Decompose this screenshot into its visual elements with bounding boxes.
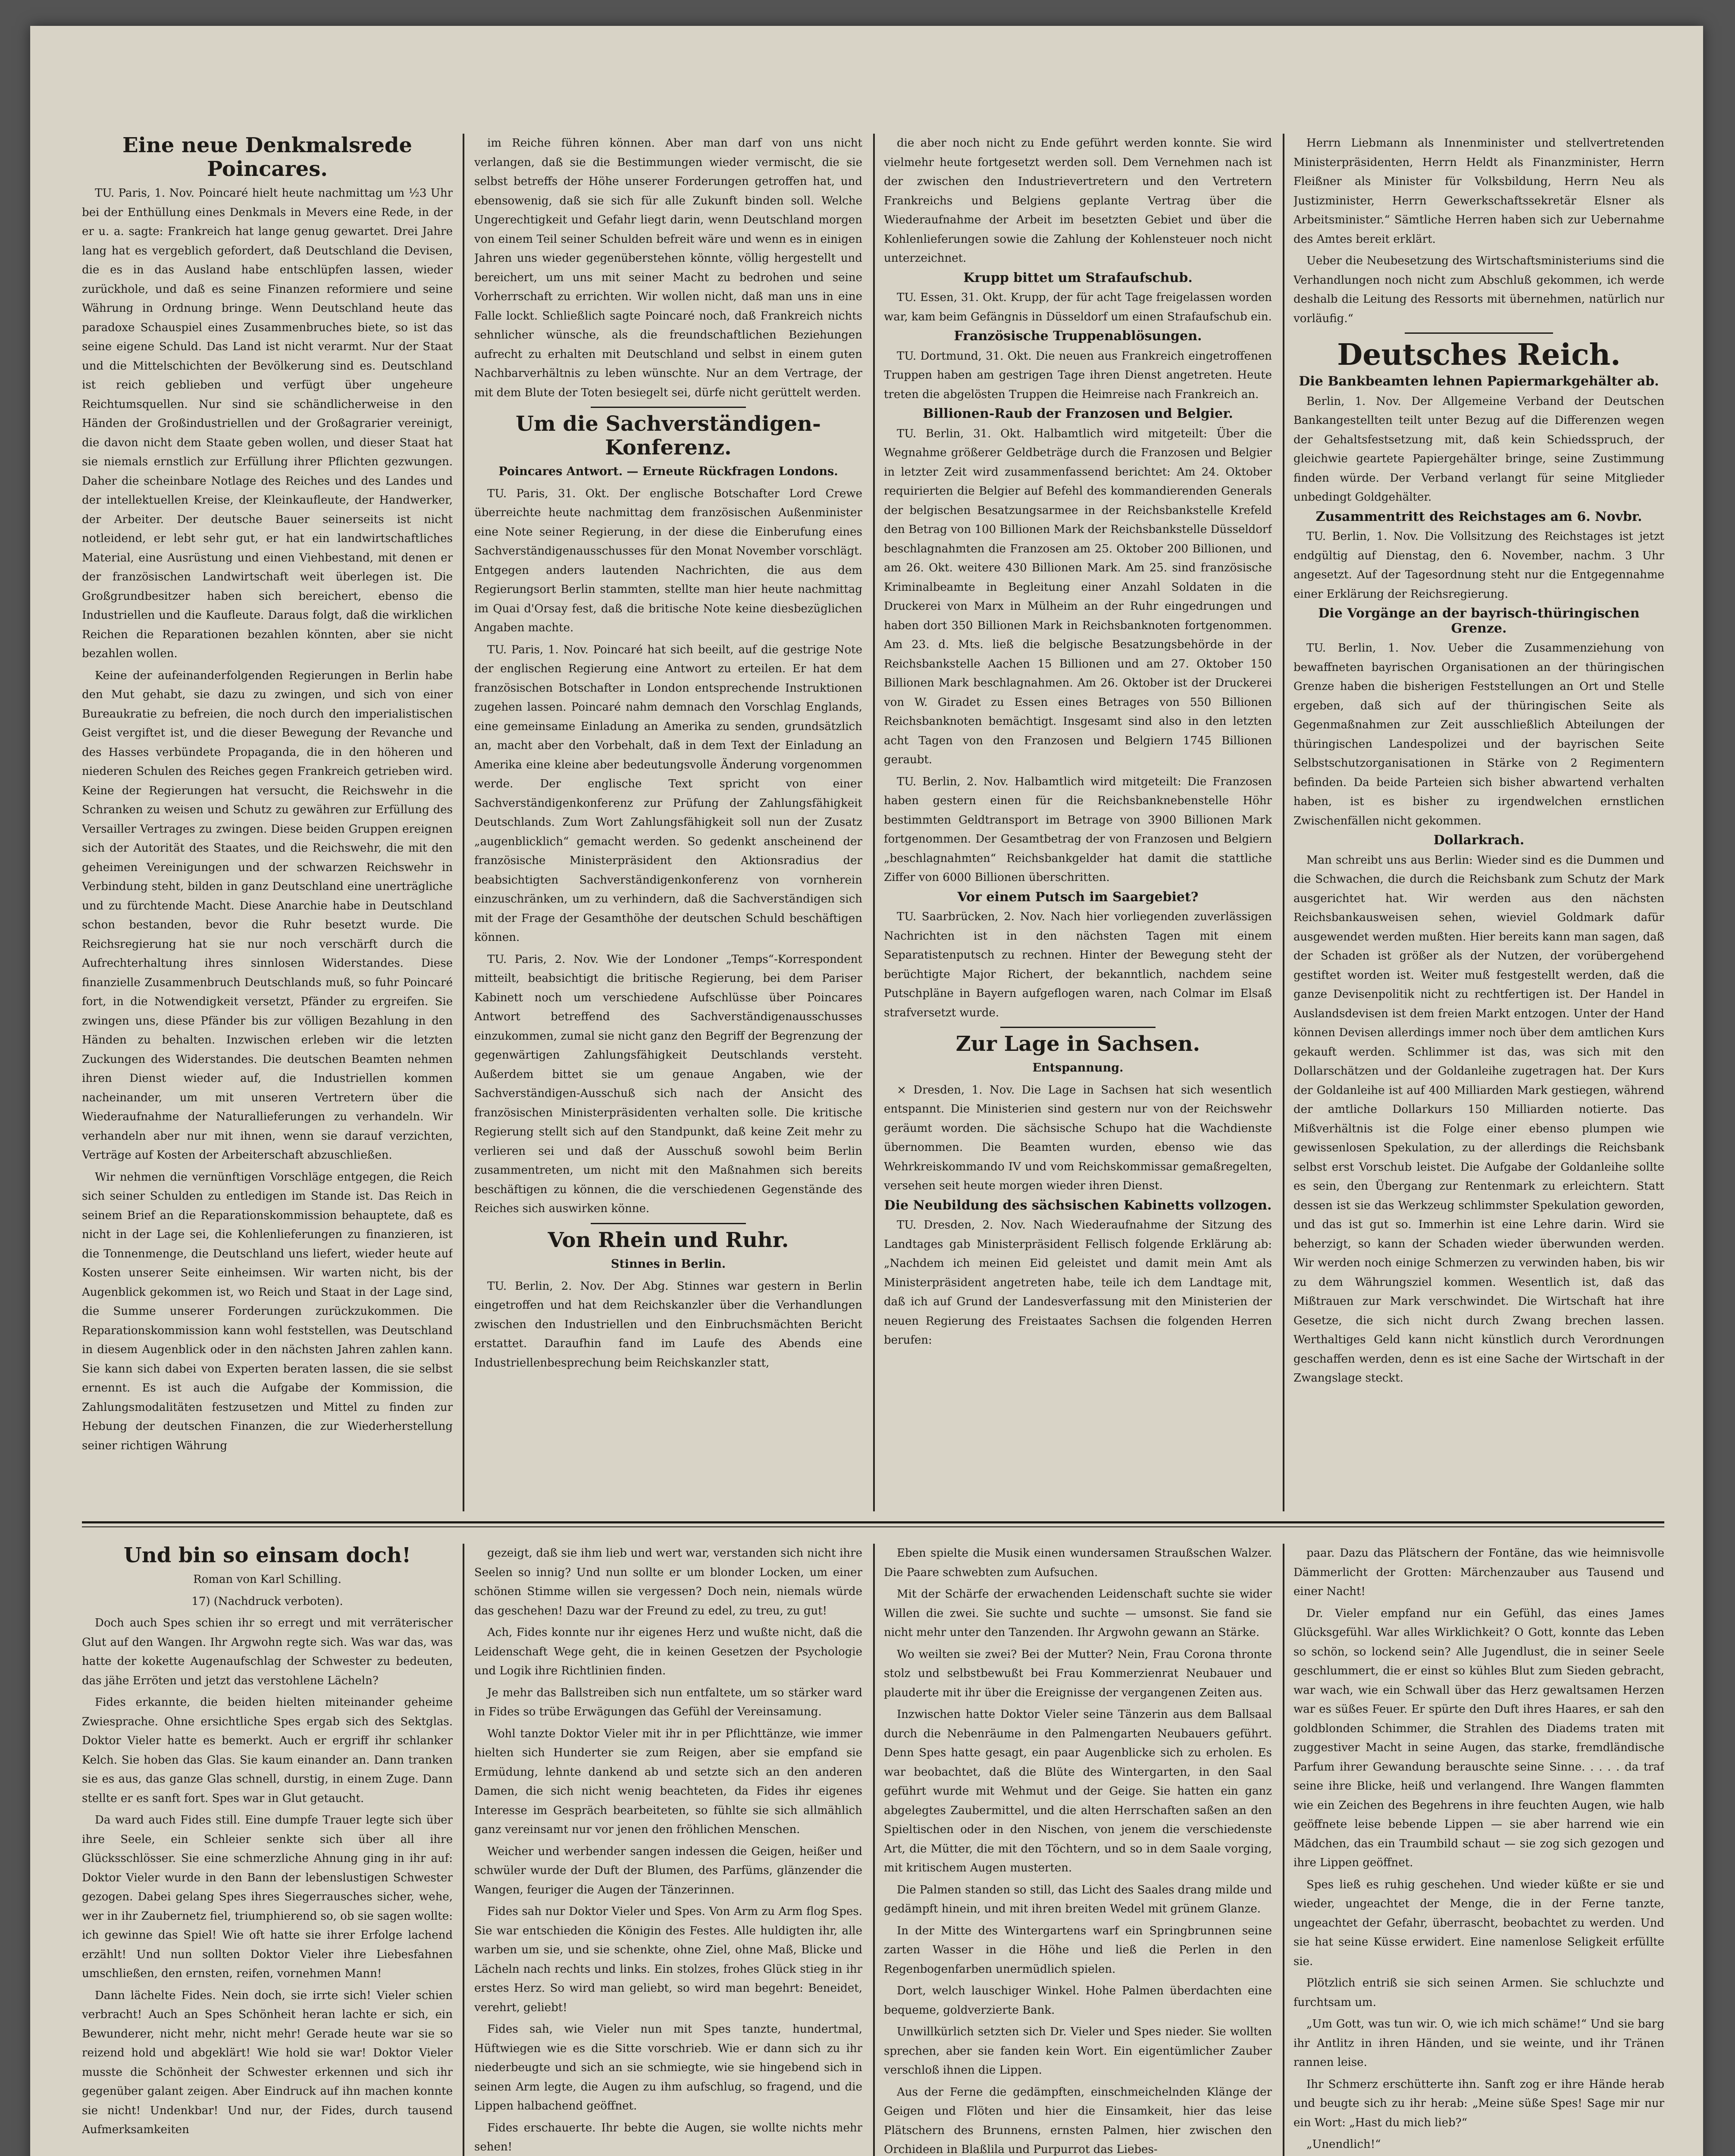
article-paragraph: Ueber die Neubesetzung des Wirtschaftsministeriums sind die Verhandlungen noch nicht zum Abschluß gekommen, ich werde deshalb die Leitung des Ressorts mit übernehmen, natürlich nur vorläufig.“: [1293, 254, 1664, 325]
newspaper-page: [30, 26, 1703, 2156]
section-separator: [591, 1223, 746, 1224]
article-paragraph: TU. Berlin, 31. Okt. Halbamtlich wird mitgeteilt: Über die Wegnahme größerer Geldbeträge durch die Franzosen und Belgier in letzter Zeit wird zusammenfassend berichtet: Am 24. Oktober requirierten die Belgier auf Befehl des kommandierenden Generals der belgischen Besatzungsarmee in der Reichsbankstelle Krefeld den Betrag von 100 Billionen Mark der Reichsbankstelle Düsseldorf beschlagnahmten die Franzosen am 25. Oktober 200 Billionen, und am 26. Okt. weitere 430 Billionen Mark. Am 25. sind französische Kriminalbeamte in Begleitung einer Anzahl Soldaten in die Druckerei von Marx in Mülheim an der Ruhr eingedrungen und haben dort 350 Billionen Mark in Reichsbanknoten fortgenommen. Am 23. d. Mts. ließ die belgische Besatzungsbehörde in der Reichsbankstelle Aachen 15 Billionen und am 27. Oktober 150 Billionen Mark beschlagnahmen. Am 26. Oktober ist der Druckerei von W. Giradet zu Essen eines Betrages von 550 Billionen Reichsbanknoten bemächtigt. Insgesamt sind also in den letzten acht Tagen von den Franzosen und Belgiern 1745 Billionen geraubt.: [884, 427, 1272, 766]
article-paragraph: Fides sah, wie Vieler nun mit Spes tanzte, hundertmal, Hüftwiegen wie es die Sitte vorschrieb. Wie er dann sich zu ihr niederbeugte und sich an sie schmiegte, wie sie hingebend sich in seinen Arm legte, die Augen zu ihm aufschlug, so fragend, und die Lippen halbachend geöffnet.: [474, 2023, 862, 2112]
article-paragraph: Je mehr das Ballstreiben sich nun entfaltete, um so stärker ward in Fides so trübe Erwägungen das Gefühl der Vereinsamung.: [474, 1686, 862, 1718]
article-headline: Billionen-Raub der Franzosen und Belgier.: [923, 406, 1233, 421]
article-paragraph: Herrn Liebmann als Innenminister und stellvertretenden Ministerpräsidenten, Herrn Heldt als Finanzminister, Herrn Fleißner als Minister für Volksbildung, Herrn Neu als Justizminister, Herrn Gewerkschaftssekretär Elsner als Arbeitsminister.“ Sämtliche Herren haben sich zur Uebernahme des Amtes bereit erklärt.: [1293, 137, 1664, 246]
article-paragraph: TU. Paris, 1. Nov. Poincaré hielt heute nachmittag um ½3 Uhr bei der Enthüllung eines Denkmals in Mevers eine Rede, in der er u. a. sagte: Frankreich hat lange genug gewartet. Drei Jahre lang hat es vergeblich gefordert, daß Deutschland die Devisen, die es in das Ausland habe entschlüpfen lassen, wieder zurückhole, und daß es seine Finanzen reformiere und seine Währung in Ordnung bringe. Wenn Deutschland heute das paradoxe Schauspiel eines Zusammenbruches biete, so ist das seine eigene Schuld. Das Land ist nicht verarmt. Nur der Staat und die Mittelschichten der Bevölkerung sind es. Deutschland ist reich geblieben und verfügt über ungeheure Reichtumsquellen. Nur sind sie schändlicherweise in den Händen der Großindustriellen und der Großagrarier vereinigt, die davon nicht dem Staate geben wollen, und dieser Staat hat sie niemals ernstlich zur Erfüllung ihrer Pflichten gezwungen. Daher die scheinbare Notlage des Reiches und des Landes und der intellektuellen Kreise, der Kleinkaufleute, der Handwerker, der Arbeiter. Der deutsche Bauer seinerseits ist nicht notleidend, er lebt sehr gut, er hat ein landwirtschaftliches Material, eine Ausrüstung und einen Viehbestand, mit denen er der französischen Landwirtschaft weit überlegen ist. Die Großgrundbesitzer haben sich bereichert, ebenso die Industriellen und die Kaufleute. Daraus folgt, daß die wirklichen Reichen die Reparationen bezahlen könnten, aber sie nicht bezahlen wollen.: [82, 187, 453, 661]
article-paragraph: Man schreibt uns aus Berlin: Wieder sind es die Dummen und die Schwachen, die durch die Reichsbank zum Schutz der Mark ausgerichtet hat. Wir werden aus den nächsten Reichsbankausweisen sehen, wieviel Goldmark dafür ausgewendet werden mußten. Hier bereits kann man sagen, daß der Schaden ist größer als der Nutzen, der vorübergehend gestiftet worden ist. Weiter muß festgestellt werden, daß die ganze Devisenpolitik nicht zu rechtfertigen ist. Der Handel in Auslandsdevisen ist dem freien Markt entzogen. Unter der Hand können Devisen allerdings immer noch über dem amtlichen Kurs gekauft werden. Schlimmer ist das, was sich mit den Dollarschätzen und der Goldanleihe zugetragen hat. Der Kurs der Goldanleihe ist auf 400 Milliarden Mark gestiegen, während der amtliche Dollarkurs 150 Milliarden notierte. Das Mißverhältnis ist die Folge einer ebenso plumpen wie gewissenlosen Spekulation, zu der allerdings die Reichsbank selbst erst Vorschub leistet. Die Aufgabe der Goldanleihe sollte es sein, den Übergang zur Rentenmark zu erleichtern. Statt dessen ist sie das Werkzeug schlimmster Spekulation geworden, und das ist gut so. Immerhin ist eine Lehre darin. Wird sie beherzigt, so kann der Schaden wieder überwunden werden. Wir werden noch einige Schmerzen zu verwinden haben, bis wir zu dem Währungsziel kommen. Wesentlich ist, daß das Mißtrauen zur Mark verschwindet. Die Wirtschaft hat ihre Gesetze, die sich nicht durch Zwang brechen lassen. Werthaltiges Geld kann nicht künstlich durch Verordnungen geschaffen werden, denn es ist eine Sache der Wirtschaft in der Zwangslage steckt.: [1293, 853, 1664, 1385]
article-paragraph: Fides erkannte, die beiden hielten miteinander geheime Zwiesprache. Ohne ersichtliche Spes ergab sich des Sektglas. Doktor Vieler hatte es bemerkt. Auch er ergriff ihr schlanker Kelch. Sie hoben das Glas. Sie kaum einander an. Dann tranken sie es aus, das ganze Glas schnell, durstig, in einem Zuge. Dann stellte er es sanft fort. Spes war in Glut getaucht.: [82, 1696, 453, 1805]
article-paragraph: „Um Gott, was tun wir. O, wie ich mich schäme!“ Und sie barg ihr Antlitz in ihren Händen, und sie weinte, und ihr Tränen rannen leise.: [1293, 2018, 1664, 2069]
article-paragraph: Doch auch Spes schien ihr so erregt und mit verräterischer Glut auf den Wangen. Ihr Argwohn regte sich. Was war das, was hatte der kokette Augenaufschlag der Schwester zu bedeuten, das jähe Erröten und jetzt das verstohlene Lächeln?: [82, 1617, 453, 1687]
article-paragraph: Spes ließ es ruhig geschehen. Und wieder küßte er sie und wieder, ungeachtet der Menge, die in der Ferne tanzte, ungeachtet der Gefahr, überrascht, beobachtet zu werden. Und sie hat seine Küsse erwidert. Eine namenlose Seligkeit erfüllte sie.: [1293, 1878, 1664, 1968]
article-headline: Zur Lage in Sachsen.: [955, 1032, 1200, 1056]
article-paragraph: Berlin, 1. Nov. Der Allgemeine Verband der Deutschen Bankangestellten teilt unter Bezug auf die Differenzen wegen der Gehaltsfestsetzung mit, daß kein Schiedsspruch, der gleichwie geartete Papiergehälter bringe, seine Zustimmung finden würde. Der Verband verlangt für seine Mitglieder unbedingt Goldgehälter.: [1293, 395, 1664, 504]
bottom-column-3: [884, 1544, 1272, 2156]
article-paragraph: Keine der aufeinanderfolgenden Regierungen in Berlin habe den Mut gehabt, sie dazu zu zwingen, und sich von einer Bureaukratie zu befreien, die noch durch den imperialistischen Geist vergiftet ist, und die dieser Bewegung der Revanche und des Hasses verbündete Propaganda, die in den höheren und niederen Schulen des Reiches gegen Frankreich getrieben wird. Keine der Regierungen hat versucht, die Reichswehr in die Schranken zu weisen und Schutz zu gewähren zur Erfüllung des Versailler Vertrages zu zwingen. Diese beiden Gruppen ereignen sich der Autorität des Staates, und die Reichswehr, die mit den geheimen Vereinigungen und der schwarzen Reichswehr in Verbindung steht, bilden in ganz Deutschland eine unerträgliche und zu fürchtende Macht. Diese Anarchie habe in Deutschland schon bestanden, bevor die Ruhr besetzt wurde. Die Reichsregierung hat sie nur noch verschärft durch die Aufrechterhaltung ihres sinnlosen Widerstandes. Diese finanzielle Zusammenbruch Deutschlands muß, so fuhr Poincaré fort, in die Notwendigkeit versetzt, Pfänder zu ergreifen. Sie zwingen uns, diese Pfänder bis zur völligen Bezahlung in den Händen zu behalten. Inzwischen erleben wir die letzten Zuckungen des Widerstandes. Die deutschen Beamten nehmen ihren Dienst wieder auf, die Industriellen kommen nacheinander, um mit unseren Vertretern über die Wiederaufnahme der Naturallieferungen zu verhandeln. Wir verhandeln aber nur mit ihnen, wenn sie darauf verzichten, Verträge auf Kosten der Arbeiterschaft abzuschließen.: [82, 669, 453, 1162]
column-divider: [873, 134, 875, 1511]
article-paragraph: Mit der Schärfe der erwachenden Leidenschaft suchte sie wider Willen die zwei. Sie suchte und suchte — umsonst. Sie fand sie nicht mehr unter den Tanzenden. Ihr Argwohn gewann an Stärke.: [884, 1588, 1272, 1639]
article-paragraph: Dr. Vieler empfand nur ein Gefühl, das eines James Glücksgefühl. War alles Wirklichkeit? O Gott, konnte das Leben so schön, so lockend sein? Alle Jugendlust, die in seiner Seele geschlummert, die er einst so kühles Blut zum Sieden gebracht, war wach, wie ein Schwall über das Herz gewaltsamen Herzen war es süßes Feuer. Er spürte den Duft ihres Haares, er sah den goldblonden Schimmer, die Strahlen des Diadems traten mit zuggestiver Macht in seine Augen, das starke, fremdländische Parfum ihrer Gewandung berauschte seine Sinne. . . . . da traf seine ihre Blicke, heiß und verlangend. Ihre Wangen flammten wie ein Zeichen des Begehrens in ihre feuchten Augen, wie halb geöffnete leise bebende Lippen — sie aber harrend wie ein Mädchen, das ein Traumbild schaut — sie zog sich gezogen und ihre Lippen geöffnet.: [1293, 1607, 1664, 1869]
novel-byline: Roman von Karl Schilling.: [193, 1573, 341, 1586]
article-headline: Zusammentritt des Reichstages am 6. Novbr.: [1315, 509, 1642, 524]
article-paragraph: Ihr Schmerz erschütterte ihn. Sanft zog er ihre Hände herab und beugte sich zu ihr herab: „Meine süße Spes! Sage mir nur ein Wort: „Hast du mich lieb?“: [1293, 2078, 1664, 2129]
article-paragraph: Die Palmen standen so still, das Licht des Saales drang milde und gedämpft hinein, und mit ihren breiten Wedel mit grünem Glanze.: [884, 1883, 1272, 1915]
column-divider: [463, 134, 464, 1511]
article-paragraph: Plötzlich entriß sie sich seinen Armen. Sie schluchzte und furchtsam um.: [1293, 1977, 1664, 2009]
article-headline: Deutsches Reich.: [1337, 338, 1621, 372]
feuilleton-divider: [82, 1526, 1664, 1527]
article-paragraph: TU. Dresden, 2. Nov. Nach Wiederaufnahme der Sitzung des Landtages gab Ministerpräsident Fellisch folgende Erklärung ab: „Nachdem ich meinen Eid geleistet und damit mein Amt als Ministerpräsident angetreten habe, teile ich dem Landtage mit, daß ich auf Grund der Landesverfassung mit den Ministerien der neuen Regierung des Freistaates Sachsen die folgenden Herren berufen:: [884, 1219, 1272, 1347]
article-paragraph: TU. Paris, 31. Okt. Der englische Botschafter Lord Crewe überreichte heute nachmittag dem französischen Außenminister eine Note seiner Regierung, in der diese die Einberufung eines Sachverständigenausschusses für den Monat November vorschlägt. Entgegen anders lautenden Nachrichten, die aus dem Regierungsort Berlin stammten, stellte man hier heute nachmittag im Quai d'Orsay fest, daß die britische Note keine diesbezüglichen Angaben machte.: [474, 487, 862, 635]
section-separator: [1000, 1027, 1156, 1028]
article-paragraph: TU. Berlin, 2. Nov. Der Abg. Stinnes war gestern in Berlin eingetroffen und hat dem Reichskanzler über die Verhandlungen zwischen den Industriellen und den Einbruchsmächten Bericht erstattet. Daraufhin fand im Laufe des Abends eine Industriellenbesprechung beim Reichskanzler statt,: [474, 1279, 862, 1369]
bottom-column-4: [1293, 1544, 1664, 2156]
article-headline: Von Rhein und Ruhr.: [548, 1228, 789, 1252]
novel-byline: 17) (Nachdruck verboten).: [191, 1595, 343, 1608]
article-paragraph: TU. Paris, 1. Nov. Poincaré hat sich beeilt, auf die gestrige Note der englischen Regierung eine Antwort zu erteilen. Er hat dem französischen Botschafter in London entsprechende Instruktionen zugehen lassen. Poincaré nahm demnach den Vorschlag Englands, eine gemeinsame Einladung an Amerika zu senden, grundsätzlich an, macht aber den Vorbehalt, daß in dem Text der Einladung an Amerika eine kleine aber bedeutungsvolle Änderung vorgenommen werde. Der englische Text spricht von einer Sachverständigenkonferenz zur Prüfung der Zahlungsfähigkeit Deutschlands. Zum Wort Zahlungsfähigkeit soll nun der Zusatz „augenblicklich“ gemacht werden. So gedenkt anscheinend der französische Ministerpräsident den Aktionsradius der beabsichtigten Sachverständigenkonferenz von vornherein einzuschränken, um zu verhindern, daß die Sachverständigen sich mit der Frage der Gesamthöhe der deutschen Schuld beschäftigen können.: [474, 643, 862, 944]
article-paragraph: die aber noch nicht zu Ende geführt werden konnte. Sie wird vielmehr heute fortgesetzt werden soll. Dem Vernehmen nach ist der zwischen den Industrievertretern und den Vertretern Frankreichs und Belgiens geplante Vertrag über die Wiederaufnahme der Arbeit im besetzten Gebiet und über die Kohlenlieferungen sowie die Zahlung der Kohlensteuer noch nicht unterzeichnet.: [884, 137, 1272, 265]
top-column-2: [474, 134, 862, 1511]
article-headline: Dollarkrach.: [1433, 833, 1525, 848]
article-paragraph: TU. Berlin, 1. Nov. Ueber die Zusammenziehung von bewaffneten bayrischen Organisationen an der thüringischen Grenze haben die bisherigen Feststellungen an Ort und Stelle ergeben, daß sich auf der thüringischen Seite als Gegenmaßnahmen zur Zeit ausschließlich Abteilungen der thüringischen Landespolizei und der bayrischen Seite Selbstschutzorganisationen in Stärke von 2 Regimentern befinden. Da beide Parteien sich bisher abwartend verhalten haben, ist es bisher zu irgendwelchen ernstlichen Zwischenfällen nicht gekommen.: [1293, 642, 1664, 827]
article-subheadline: Entspannung.: [1032, 1061, 1124, 1075]
article-headline: Französische Truppenablösungen.: [954, 329, 1202, 344]
column-divider: [463, 1544, 464, 2156]
article-paragraph: TU. Paris, 2. Nov. Wie der Londoner „Temps“-Korrespondent mitteilt, beabsichtigt die britische Regierung, bei dem Pariser Kabinett noch um verschiedene Aufschlüsse über Poincares Antwort betreffend des Sachverständigenausschusses einzukommen, zumal sie nicht ganz den Begriff der Begrenzung der gegenwärtigen Zahlungsfähigkeit Deutschlands versteht. Außerdem bittet sie um genaue Angaben, wie der Sachverständigen-Ausschuß sich nach der Ansicht des französischen Ministerpräsidenten verhalten solle. Die kritische Regierung stellt sich auf den Standpunkt, daß keine Zeit mehr zu verlieren sei und daß der Ausschuß sowohl beim Berlin zusammentreten, um nicht mit den Maßnahmen sich bereits beschäftigen zu können, die die verschiedenen Gegenstände des Reiches sich auswirken könne.: [474, 953, 862, 1216]
article-paragraph: Da ward auch Fides still. Eine dumpfe Trauer legte sich über ihre Seele, ein Schleier senkte sich über all ihre Glücksschlösser. Sie eine schmerzliche Ahnung ging in ihr auf: Doktor Vieler wurde in den Bann der lebenslustigen Schwester gezogen. Dabei gelang Spes ihres Siegerrausches sicher, wehe, wer in ihr Zaubernetz fiel, triumphierend so, ob sie sagen wollte: ich gewinne das Spiel! Wie oft hatte sie ihrer Erfolge lachend erzählt! Und nun sollten Doktor Vieler ihre Liebesfahnen umschließen, den ernsten, reifen, vornehmen Mann!: [82, 1814, 453, 1981]
article-paragraph: gezeigt, daß sie ihm lieb und wert war, verstanden sich nicht ihre Seelen so innig? Und nun sollte er um blonder Locken, um einer schönen Stimme willen sie vergessen? Doch nein, niemals würde das geschehen! Dazu war der Freund zu edel, zu treu, zu gut!: [474, 1547, 862, 1617]
article-paragraph: Dann lächelte Fides. Nein doch, sie irrte sich! Vieler schien verbracht! Auch an Spes Schönheit heran lachte er sich, ein Bewunderer, nicht mehr, nicht mehr! Gerade heute war sie so reizend hold und abgeklärt! Wie hold sie war! Doktor Vieler musste die Schönheit der Schwester erkennen und sich ihr gegenüber galant zeigen. Aber Eindruck auf ihn machen konnte sie nicht! Undenkbar! Und nur, der Fides, durch tausend Aufmerksamkeiten: [82, 1989, 453, 2137]
article-paragraph: Inzwischen hatte Doktor Vieler seine Tänzerin aus dem Ballsaal durch die Nebenräume in den Palmengarten Neubauers geführt. Denn Spes hatte gesagt, ein paar Augenblicke sich zu erholen. Es war beobachtet, daß die Blüte des Wintergarten, in den Saal geführt wurde mit Wehmut und der Geige. Sie hatten ein ganz abgelegtes Zaubermittel, und die alten Herrschaften saßen an den Spieltischen oder in den Nischen, von jenem die verschiedenste Art, die Mütter, die mit den Töchtern, und so in dem Saale vorging, mit kritischem Augen musterten.: [884, 1708, 1272, 1874]
article-paragraph: Wohl tanzte Doktor Vieler mit ihr in per Pflichttänze, wie immer hielten sich Hunderter sie zum Reigen, aber sie empfand sie Ermüdung, lehnte dankend ab und setzte sich an den anderen Damen, die sich nicht wenig beachteten, da Fides ihr eigenes Interesse im Gespräch bearbeiteten, so fühlte sie sich allmählich ganz vereinsamt nur vor jenen den fröhlichen Menschen.: [474, 1727, 862, 1836]
article-headline: Eine neue Denkmalsrede Poincares.: [122, 134, 412, 182]
column-divider: [873, 1544, 875, 2156]
article-paragraph: „Unendlich!“: [1306, 2138, 1381, 2151]
article-paragraph: Wo weilten sie zwei? Bei der Mutter? Nein, Frau Corona thronte stolz und selbstbewußt bei Frau Kommerzienrat Neubauer und plauderte mit ihr über die Ereignisse der vergangenen Zeiten aus.: [884, 1648, 1272, 1699]
article-paragraph: Unwillkürlich setzten sich Dr. Vieler und Spes nieder. Sie wollten sprechen, aber sie fanden kein Wort. Ein eigentümlicher Zauber verschloß ihnen die Lippen.: [884, 2025, 1272, 2077]
article-paragraph: Fides erschauerte. Ihr bebte die Augen, sie wollte nichts mehr sehen!: [474, 2121, 862, 2153]
top-column-3: [884, 134, 1272, 1511]
article-headline: Die Vorgänge an der bayrisch-thüringischen Grenze.: [1318, 606, 1640, 636]
article-paragraph: TU. Berlin, 2. Nov. Halbamtlich wird mitgeteilt: Die Franzosen haben gestern einen für die Reichsbanknebenstelle Höhr bestimmten Geldtransport im Betrage von 3900 Billionen Mark fortgenommen. Der Gesamtbetrag der von Franzosen und Belgiern „beschlagnahmten“ Reichsbankgelder hat damit die stattliche Ziffer von 6000 Billionen überschritten.: [884, 775, 1272, 884]
section-separator: [591, 407, 746, 408]
article-paragraph: Dort, welch lauschiger Winkel. Hohe Palmen überdachten eine bequeme, goldverzierte Bank.: [884, 1984, 1272, 2017]
article-subheadline: Poincares Antwort. — Erneute Rückfragen Londons.: [498, 465, 838, 479]
article-paragraph: Ach, Fides konnte nur ihr eigenes Herz und wußte nicht, daß die Leidenschaft Wege geht, die in keinen Gesetzen der Psychologie und Logik ihre Richtlinien finden.: [474, 1626, 862, 1677]
article-headline: Die Bankbeamten lehnen Papiermarkgehälter ab.: [1299, 374, 1659, 389]
article-paragraph: TU. Dortmund, 31. Okt. Die neuen aus Frankreich eingetroffenen Truppen haben am gestrigen Tage ihren Dienst angetreten. Heute treten die abgelösten Truppen die Heimreise nach Frankreich an.: [884, 349, 1272, 401]
article-paragraph: TU. Saarbrücken, 2. Nov. Nach hier vorliegenden zuverlässigen Nachrichten ist in den nächsten Tagen mit einem Separatistenputsch zu rechnen. Hinter der Bewegung steht der berüchtigte Major Richert, der bekanntlich, nachdem seine Putschpläne in Bayern aufgeflogen waren, nach Colmar im Elsaß strafversetzt wurde.: [884, 910, 1272, 1019]
bottom-column-2: [474, 1544, 862, 2156]
article-headline: Um die Sachverständigen-Konferenz.: [516, 412, 821, 460]
article-paragraph: × Dresden, 1. Nov. Die Lage in Sachsen hat sich wesentlich entspannt. Die Ministerien sind gestern nur von der Reichswehr geräumt worden. Die sächsische Schupo hat die Wachdienste übernommen. Die Beamten wurden, ebenso wie das Wehrkreiskommando IV und vom Reichskommissar gemaßregelten, versehen seit heute morgen wieder ihren Dienst.: [884, 1083, 1272, 1193]
article-paragraph: TU. Essen, 31. Okt. Krupp, der für acht Tage freigelassen worden war, kam beim Gefängnis in Düsseldorf um einen Strafaufschub ein.: [884, 291, 1272, 323]
article-paragraph: TU. Berlin, 1. Nov. Die Vollsitzung des Reichstages ist jetzt endgültig auf Dienstag, den 6. November, nachm. 3 Uhr angesetzt. Auf der Tagesordnung steht nur die Entgegennahme einer Erklärung der Reichsregierung.: [1293, 530, 1664, 601]
article-headline: Krupp bittet um Strafaufschub.: [963, 270, 1193, 285]
article-paragraph: Weicher und werbender sangen indessen die Geigen, heißer und schwüler wurde der Duft der Blumen, des Parfüms, glänzender die Wangen, feuriger die Augen der Tänzerinnen.: [474, 1845, 862, 1896]
feuilleton-divider: [82, 1521, 1664, 1523]
top-column-1: [82, 134, 453, 1511]
article-paragraph: In der Mitte des Wintergartens warf ein Springbrunnen seine zarten Wasser in die Höhe und ließ die Perlen in den Regenbogenfarben unermüdlich spielen.: [884, 1924, 1272, 1976]
article-paragraph: paar. Dazu das Plätschern der Fontäne, das wie heimnisvolle Dämmerlicht der Grotten: Märchenzauber aus Tausend und einer Nacht!: [1293, 1547, 1664, 1598]
column-divider: [1283, 1544, 1284, 2156]
article-headline: Und bin so einsam doch!: [123, 1544, 411, 1567]
article-paragraph: Eben spielte die Musik einen wundersamen Straußschen Walzer. Die Paare schwebten zum Aufsuchen.: [884, 1547, 1272, 1579]
top-column-4: [1293, 134, 1664, 1511]
article-subheadline: Stinnes in Berlin.: [611, 1257, 726, 1271]
article-paragraph: Aus der Ferne die gedämpften, einschmeichelnden Klänge der Geigen und Flöten und hier die Einsamkeit, hier das leise Plätschern des Brunnens, ernsten Palmen, hier zwischen den Orchideen in Blaßlila und Purpurrot das Liebes-: [884, 2085, 1272, 2156]
article-paragraph: Fides sah nur Doktor Vieler und Spes. Von Arm zu Arm flog Spes. Sie war entschieden die Königin des Festes. Alle huldigten ihr, alle warben um sie, und sie schenkte, ohne Ziel, ohne Maß, Blicke und Lächeln nach rechts und links. Ein stolzes, frohes Glück stieg in ihr erstes Herz. So wird man geliebt, so wird man begehrt: Beneidet, verehrt, geliebt!: [474, 1905, 862, 2014]
column-divider: [1283, 134, 1284, 1511]
article-paragraph: im Reiche führen können. Aber man darf von uns nicht verlangen, daß sie die Bestimmungen wieder vermischt, die sie selbst betreffs der Höhe unserer Forderungen getroffen hat, und ebensowenig, daß sie sich für alle Zukunft binden soll. Welche Ungerechtigkeit und Gefahr liegt darin, wenn Deutschland morgen von einem Teil seiner Schulden befreit wäre und wenn es in einigen Jahren uns wieder gegenüberstehen könnte, völlig hergestellt und bereichert, um uns mit seiner Macht zu bedrohen und seine Vorherrschaft zu errichten. Wir wollen nicht, daß man uns in eine Falle lockt. Schließlich sagte Poincaré noch, daß Frankreich nichts sehnlicher wünsche, als die freundschaftlichen Beziehungen aufrecht zu erhalten mit Deutschland und selbst in einem guten Nachbarverhältnis zu leben wünschte. Nur an dem Vertrage, der mit dem Blute der Toten besiegelt sei, dürfe nicht gerüttelt werden.: [474, 137, 862, 399]
article-headline: Die Neubildung des sächsischen Kabinetts vollzogen.: [884, 1197, 1272, 1213]
article-paragraph: Wir nehmen die vernünftigen Vorschläge entgegen, die Reich sich seiner Schulden zu entledigen im Stande ist. Das Reich in seinem Brief an die Reparationskommission behauptete, daß es nicht in der Lage sei, die Kohlenlieferungen zu finanzieren, ist die Tonnenmenge, die Deutschland uns liefert, wieder heute auf Kosten unserer Seite einheimsen. Wir warten nicht, bis der Augenblick gekommen ist, wo Reich und Staat in der Lage sind, die Summe unserer Forderungen zurückzukommen. Die Reparationskommission kann wohl feststellen, was Deutschland in diesem Augenblick oder in den nächsten Jahren zahlen kann. Sie kann sich dabei von Experten beraten lassen, die sie selbst ernennt. Es ist auch die Aufgabe der Kommission, die Zahlungsmodalitäten festzusetzen und Mittel zu finden zur Hebung der deutschen Finanzen, die zur Wiederherstellung seiner richtigen Währung: [82, 1170, 453, 1452]
section-separator: [1405, 332, 1553, 334]
article-headline: Vor einem Putsch im Saargebiet?: [957, 889, 1199, 905]
bottom-column-1: [82, 1544, 453, 2156]
